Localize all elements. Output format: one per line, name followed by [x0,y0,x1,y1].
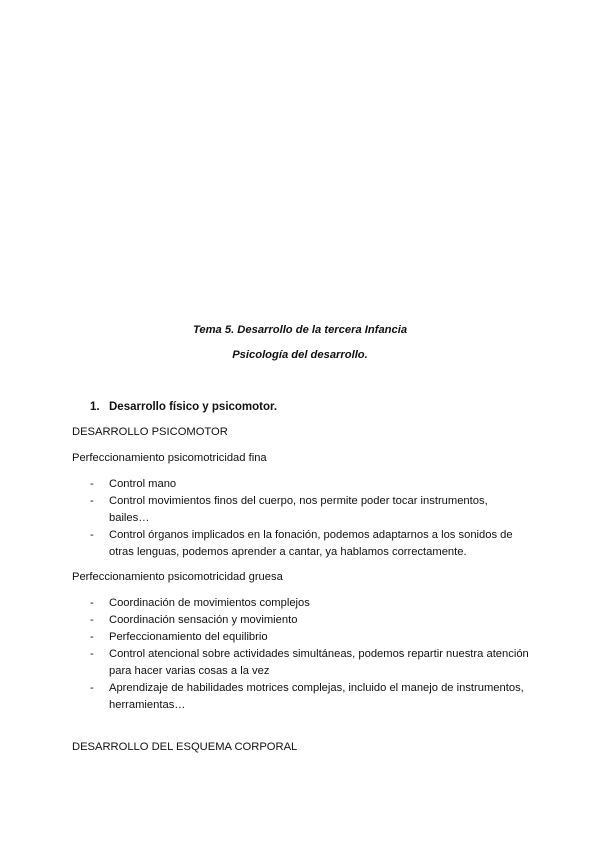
bullet-dash: - [90,597,94,609]
list-item: - Control atencional sobre actividades simultáneas, podemos repartir nuestra atención para hacer varias cosas a la vez [90,648,529,677]
section-heading [90,401,277,413]
list-item: - Control mano [90,476,530,493]
gruesa-list [90,595,530,714]
list-item: - Perfeccionamiento del equilibrio [90,629,530,646]
bullet-dash: - [90,495,94,507]
fina-list [90,476,530,561]
psicomotor-heading: DESARROLLO PSICOMOTOR [72,426,228,438]
bullet-dash: - [90,478,94,490]
bullet-dash: - [90,614,94,626]
section-title: Desarrollo físico y psicomotor. [109,401,278,413]
bullet-dash: - [90,682,94,694]
list-item: - Control movimientos finos del cuerpo, nos permite poder tocar instrumentos, bailes… [90,495,488,524]
bullet-dash: - [90,529,94,541]
gruesa-heading: Perfeccionamiento psicomotricidad gruesa [72,571,283,583]
document-subtitle: Psicología del desarrollo. [232,349,368,361]
bullet-dash: - [90,631,94,643]
list-item: - Coordinación sensación y movimiento [90,612,530,629]
list-item: - Aprendizaje de habilidades motrices complejas, incluido el manejo de instrumentos, herramientas… [90,682,524,711]
esquema-heading: DESARROLLO DEL ESQUEMA CORPORAL [72,741,298,753]
list-item: - Coordinación de movimientos complejos [90,595,530,612]
document-title: Tema 5. Desarrollo de la tercera Infancia [192,324,408,336]
fina-heading: Perfeccionamiento psicomotricidad fina [72,452,267,464]
list-item: - Control órganos implicados en la fonación, podemos adaptarnos a los sonidos de otras lenguas, podemos aprender a cantar, ya hablamos correctamente. [90,529,513,558]
bullet-dash: - [90,648,94,660]
section-number: 1. [90,401,100,413]
